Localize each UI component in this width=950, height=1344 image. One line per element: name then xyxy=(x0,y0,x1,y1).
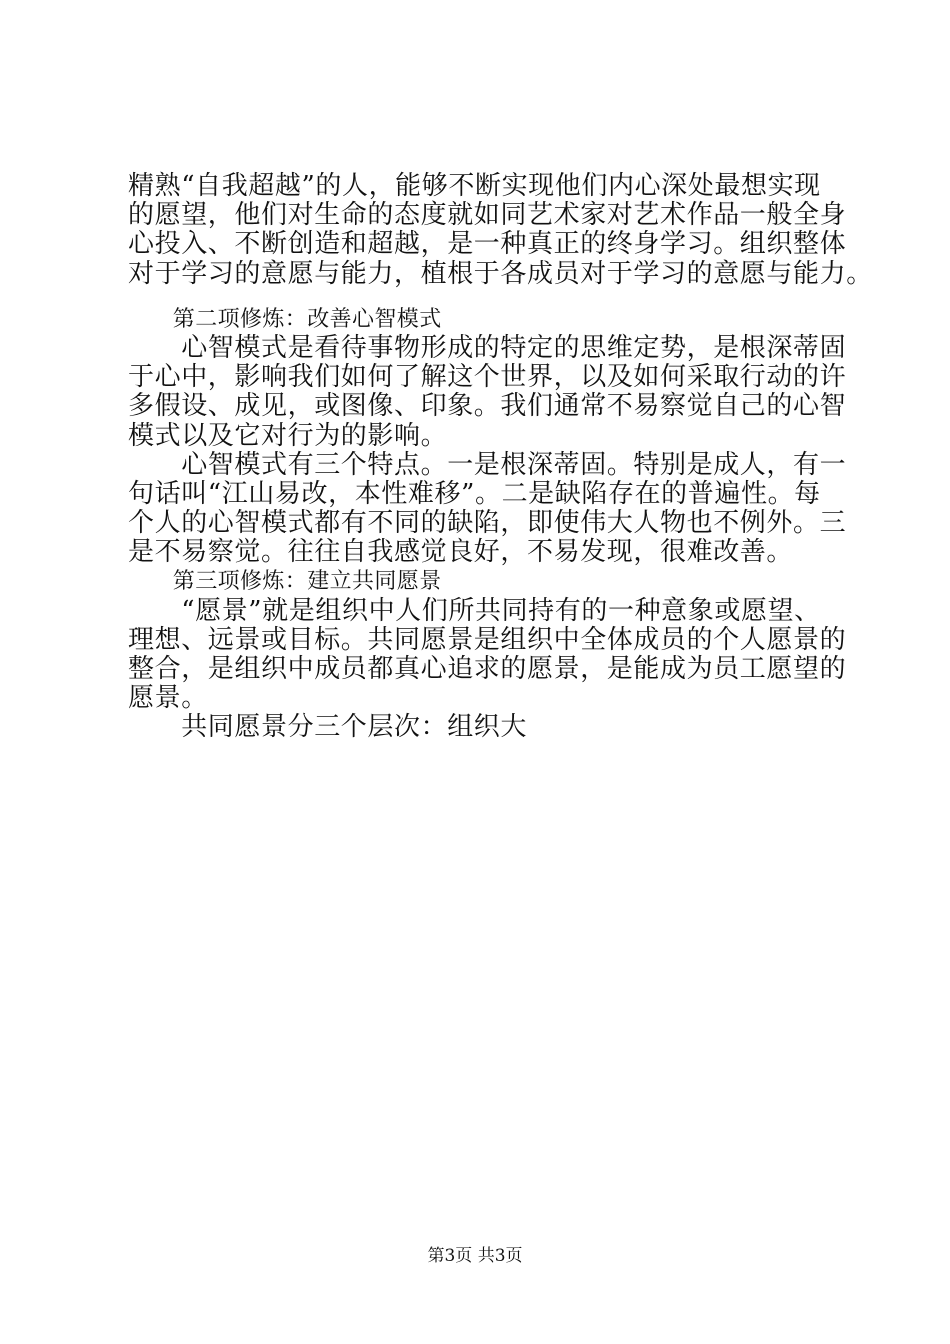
body-line: 理想、远景或目标。共同愿景是组织中全体成员的个人愿景的 xyxy=(128,624,847,655)
page-footer: 第3页 共3页 xyxy=(427,1246,523,1266)
body-line: 心智模式是看待事物形成的特定的思维定势，是根深蒂固 xyxy=(128,332,847,363)
body-line: 愿景。 xyxy=(128,683,208,714)
body-line: 整合，是组织中成员都真心追求的愿景，是能成为员工愿望的 xyxy=(128,654,847,684)
body-line: 对于学习的意愿与能力，植根于各成员对于学习的意愿与能力。 xyxy=(128,258,873,289)
body-line: 共同愿景分三个层次：组织大 xyxy=(128,712,528,743)
section-heading-mental-models: 第二项修炼：改善心智模式 xyxy=(128,306,442,332)
body-line: 句话叫“江山易改，本性难移”。二是缺陷存在的普遍性。每 xyxy=(128,478,821,509)
body-line: 的愿望，他们对生命的态度就如同艺术家对艺术作品一般全身 xyxy=(128,200,847,231)
section-heading-shared-vision: 第三项修炼：建立共同愿景 xyxy=(128,569,442,595)
body-line: 心投入、不断创造和超越，是一种真正的终身学习。组织整体 xyxy=(128,229,847,260)
body-line: “愿景”就是组织中人们所共同持有的一种意象或愿望、 xyxy=(128,595,821,626)
body-line: 个人的心智模式都有不同的缺陷，即使伟大人物也不例外。三 xyxy=(128,508,847,539)
body-line: 心智模式有三个特点。一是根深蒂固。特别是成人，有一 xyxy=(128,449,847,480)
body-line: 于心中，影响我们如何了解这个世界，以及如何采取行动的许 xyxy=(128,362,847,393)
document-body xyxy=(128,171,873,743)
body-line: 是不易察觉。往往自我感觉良好，不易发现，很难改善。 xyxy=(128,537,794,568)
body-line: 精熟“自我超越”的人，能够不断实现他们内心深处最想实现 xyxy=(128,171,821,201)
body-line: 多假设、成见，或图像、印象。我们通常不易察觉自己的心智 xyxy=(128,391,847,422)
body-line: 模式以及它对行为的影响。 xyxy=(128,420,448,451)
paragraph-gap xyxy=(128,289,838,305)
